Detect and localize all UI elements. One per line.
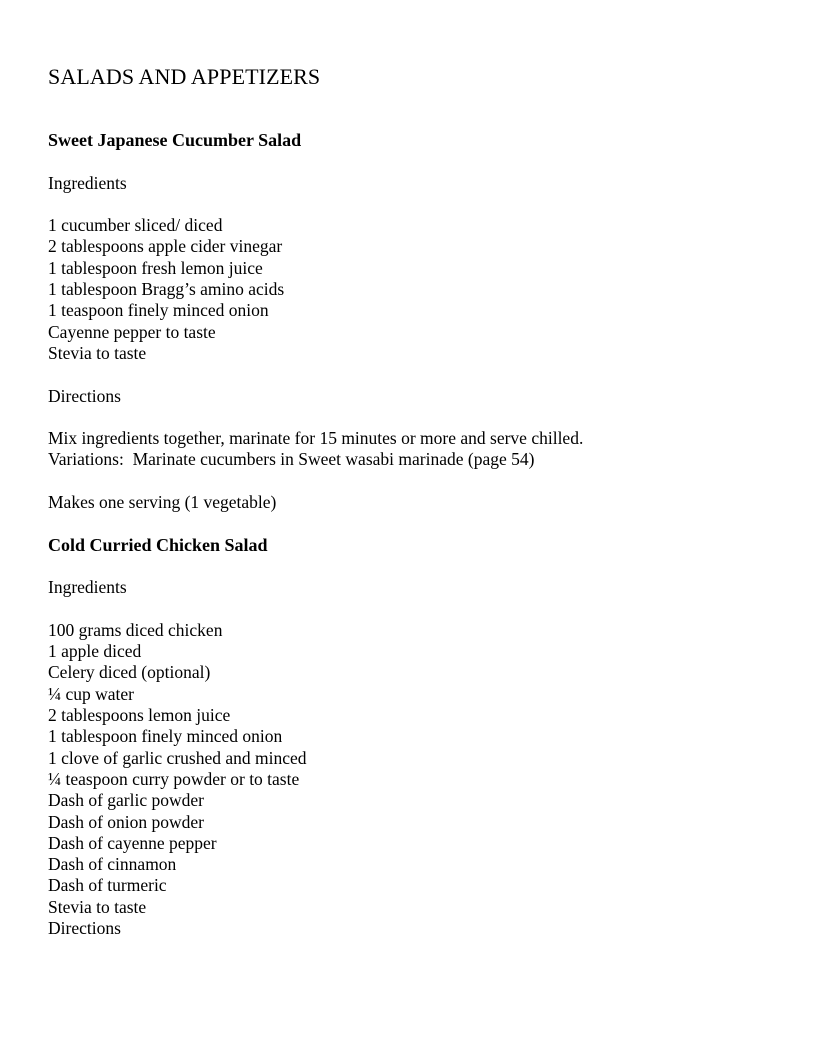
directions-label: Directions xyxy=(48,917,121,938)
list-item: 1 tablespoon fresh lemon juice xyxy=(48,257,263,278)
ingredients-list xyxy=(48,215,768,364)
list-item: 1 teaspoon finely minced onion xyxy=(48,300,269,321)
spacer xyxy=(48,90,768,130)
spacer xyxy=(48,364,768,385)
list-item: 2 tablespoons lemon juice xyxy=(48,705,231,726)
list-item: Celery diced (optional) xyxy=(48,662,211,683)
spacer xyxy=(48,599,768,620)
spacer xyxy=(48,407,768,428)
directions-label: Directions xyxy=(48,385,121,406)
spacer xyxy=(48,151,768,172)
list-item: 1 clove of garlic crushed and minced xyxy=(48,747,307,768)
directions-line: Mix ingredients together, marinate for 15 minutes or more and serve chilled. xyxy=(48,428,584,449)
directions-text xyxy=(48,428,768,471)
ingredients-label: Ingredients xyxy=(48,172,127,193)
spacer xyxy=(48,194,768,215)
recipe-yield: Makes one serving (1 vegetable) xyxy=(48,492,277,513)
list-item: 1 apple diced xyxy=(48,641,142,662)
page-title: SALADS AND APPETIZERS xyxy=(48,64,321,89)
list-item: ¼ cup water xyxy=(48,683,135,704)
spacer xyxy=(48,556,768,577)
list-item: 1 cucumber sliced/ diced xyxy=(48,215,223,236)
list-item: Stevia to taste xyxy=(48,342,147,363)
list-item: Stevia to taste xyxy=(48,896,147,917)
document-body xyxy=(48,64,768,939)
ingredients-label: Ingredients xyxy=(48,577,127,598)
list-item: Dash of garlic powder xyxy=(48,790,204,811)
recipe-title: Cold Curried Chicken Salad xyxy=(48,534,268,555)
list-item: Dash of turmeric xyxy=(48,875,167,896)
recipe-cold-curried-chicken-salad xyxy=(48,535,768,940)
list-item: ¼ teaspoon curry powder or to taste xyxy=(48,768,300,789)
ingredients-list xyxy=(48,620,768,918)
spacer xyxy=(48,513,768,534)
list-item: 1 tablespoon finely minced onion xyxy=(48,726,283,747)
directions-line: Variations: Marinate cucumbers in Sweet wasabi marinade (page 54) xyxy=(48,449,535,470)
list-item: Dash of cinnamon xyxy=(48,854,177,875)
recipe-title: Sweet Japanese Cucumber Salad xyxy=(48,130,302,150)
recipe-sweet-japanese-cucumber-salad xyxy=(48,130,768,513)
list-item: 100 grams diced chicken xyxy=(48,619,223,640)
list-item: Cayenne pepper to taste xyxy=(48,321,216,342)
list-item: 2 tablespoons apple cider vinegar xyxy=(48,236,283,257)
list-item: 1 tablespoon Bragg’s amino acids xyxy=(48,279,285,300)
spacer xyxy=(48,471,768,492)
list-item: Dash of onion powder xyxy=(48,811,205,832)
list-item: Dash of cayenne pepper xyxy=(48,832,217,853)
